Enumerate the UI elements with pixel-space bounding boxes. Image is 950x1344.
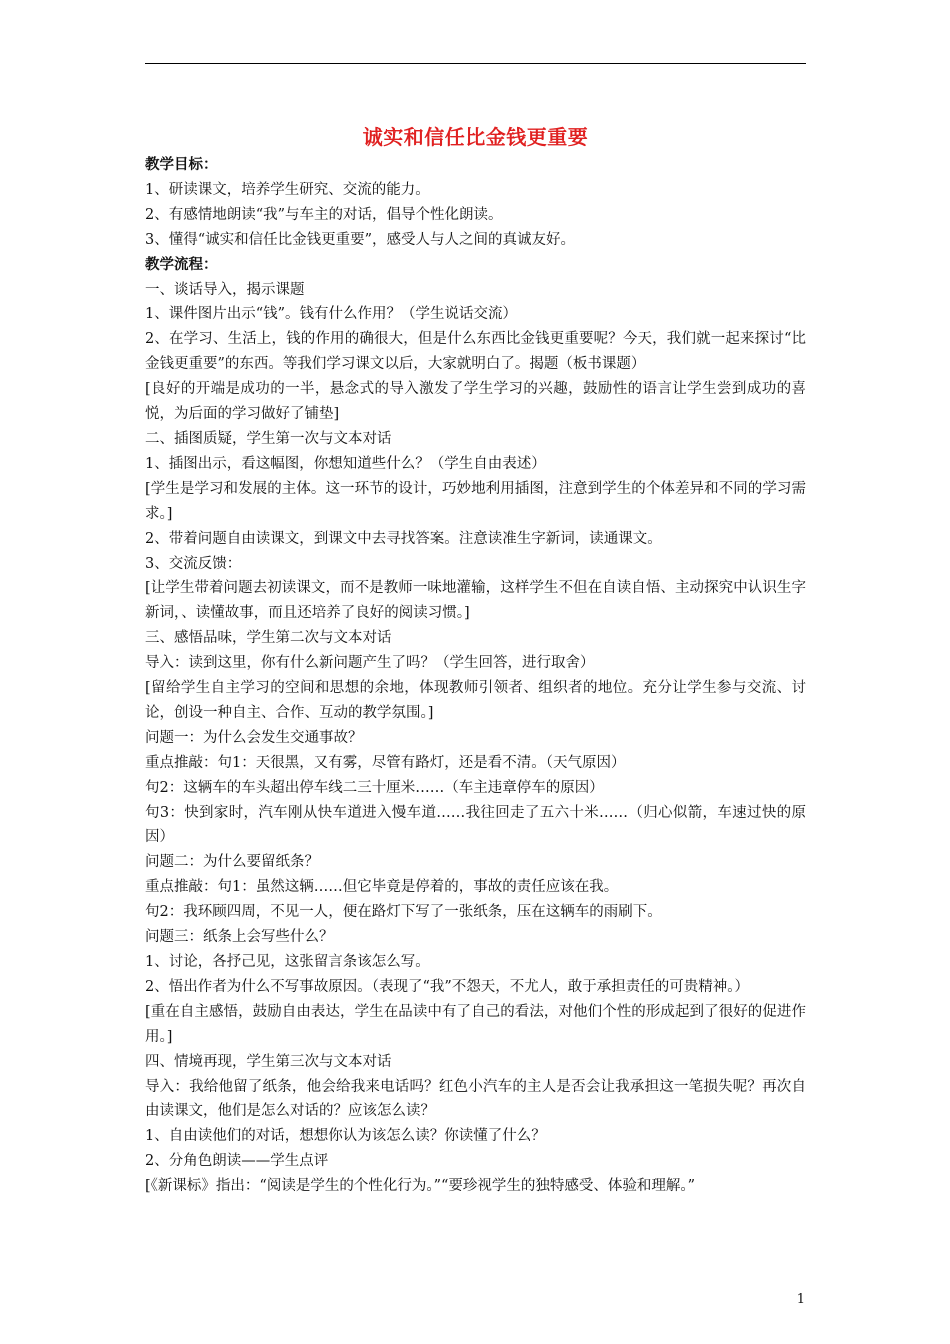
section-heading: 教学目标： [145, 156, 218, 173]
paragraph: 问题二：为什么要留纸条？ [145, 854, 319, 871]
page-number: 1 [796, 1292, 805, 1307]
paragraph: 句2：这辆车的车头超出停车线二三十厘米……（车主违章停车的原因） [145, 779, 604, 796]
paragraph: 重点推敲：句1：虽然这辆……但它毕竟是停着的，事故的责任应该在我。 [145, 879, 619, 896]
paragraph: 句3：快到家时，汽车刚从快车道进入慢车道……我往回走了五六十米……（归心似箭，车速过快的原因） [145, 804, 806, 846]
paragraph: 导入：读到这里，你有什么新问题产生了吗？（学生回答，进行取舍） [145, 655, 595, 672]
paragraph: 1、讨论，各抒己见，这张留言条该怎么写。 [145, 954, 430, 970]
header-rule [145, 63, 806, 64]
paragraph: 1、课件图片出示“钱”。钱有什么作用？（学生说话交流） [145, 306, 518, 323]
paragraph: [良好的开端是成功的一半，悬念式的导入激发了学生学习的兴趣，鼓励性的语言让学生尝到成功的喜悦，为后面的学习做好了铺垫] [145, 381, 806, 423]
paragraph: [学生是学习和发展的主体。这一环节的设计，巧妙地利用插图，注意到学生的个体差异和不同的学习需求。] [145, 480, 806, 522]
paragraph: 1、研读课文，培养学生研究、交流的能力。 [145, 181, 430, 198]
document-body [145, 153, 806, 1199]
paragraph: [《新课标》指出：“阅读是学生的个性化行为。”“要珍视学生的独特感受、体验和理解。” [145, 1178, 696, 1195]
paragraph: 3、交流反馈： [145, 555, 242, 572]
paragraph: [让学生带着问题去初读课文，而不是教师一味地灌输，这样学生不但在自读自悟、主动探究中认识生字新词，、读懂故事，而且还培养了良好的阅读习惯。] [145, 580, 806, 622]
paragraph: 重点推敲：句1：天很黑，又有雾，尽管有路灯，还是看不清。（天气原因） [145, 754, 626, 771]
paragraph: 四、情境再现，学生第三次与文本对话 [145, 1053, 392, 1070]
paragraph: 2、有感情地朗读“我”与车主的对话，倡导个性化朗读。 [145, 206, 503, 223]
paragraph: [重在自主感悟，鼓励自由表达，学生在品读中有了自己的看法，对他们个性的形成起到了很好的促进作用。] [145, 1003, 806, 1045]
section-heading: 教学流程： [145, 255, 218, 273]
paragraph: 1、插图出示，看这幅图，你想知道些什么？（学生自由表述） [145, 455, 546, 472]
paragraph: [留给学生自主学习的空间和思想的余地，体现教师引领者、组织者的地位。充分让学生参与交流、讨论，创设一种自主、合作、互动的教学氛围。] [145, 680, 806, 721]
paragraph: 2、带着问题自由读课文，到课文中去寻找答案。注意读准生字新词，读通课文。 [145, 530, 662, 547]
paragraph: 句2：我环顾四周，不见一人，便在路灯下写了一张纸条，压在这辆车的雨刷下。 [145, 904, 662, 921]
paragraph: 2、悟出作者为什么不写事故原因。（表现了“我”不怨天，不尤人，敢于承担责任的可贵精神。） [145, 978, 750, 995]
paragraph: 3、懂得“诚实和信任比金钱更重要”，感受人与人之间的真诚友好。 [145, 231, 576, 248]
paragraph: 问题三：纸条上会写些什么？ [145, 929, 334, 946]
paragraph: 1、自由读他们的对话，想想你认为该怎么读？你读懂了什么？ [145, 1128, 546, 1145]
document-title: 诚实和信任比金钱更重要 [362, 125, 589, 149]
paragraph: 二、插图质疑，学生第一次与文本对话 [145, 430, 392, 447]
paragraph: 导入：我给他留了纸条，他会给我来电话吗？红色小汽车的主人是否会让我承担这一笔损失呢？再次自由读课文，他们是怎么对话的？应该怎么读？ [145, 1078, 806, 1120]
paragraph: 问题一：为什么会发生交通事故？ [145, 729, 363, 746]
paragraph: 一、谈话导入，揭示课题 [145, 281, 305, 298]
paragraph: 2、在学习、生活上，钱的作用的确很大，但是什么东西比金钱更重要呢？今天，我们就一起来探讨“比金钱更重要”的东西。等我们学习课文以后，大家就明白了。揭题（板书课题） [145, 331, 806, 373]
paragraph: 2、分角色朗读——学生点评 [145, 1153, 329, 1170]
paragraph: 三、感悟品味，学生第二次与文本对话 [145, 630, 392, 647]
